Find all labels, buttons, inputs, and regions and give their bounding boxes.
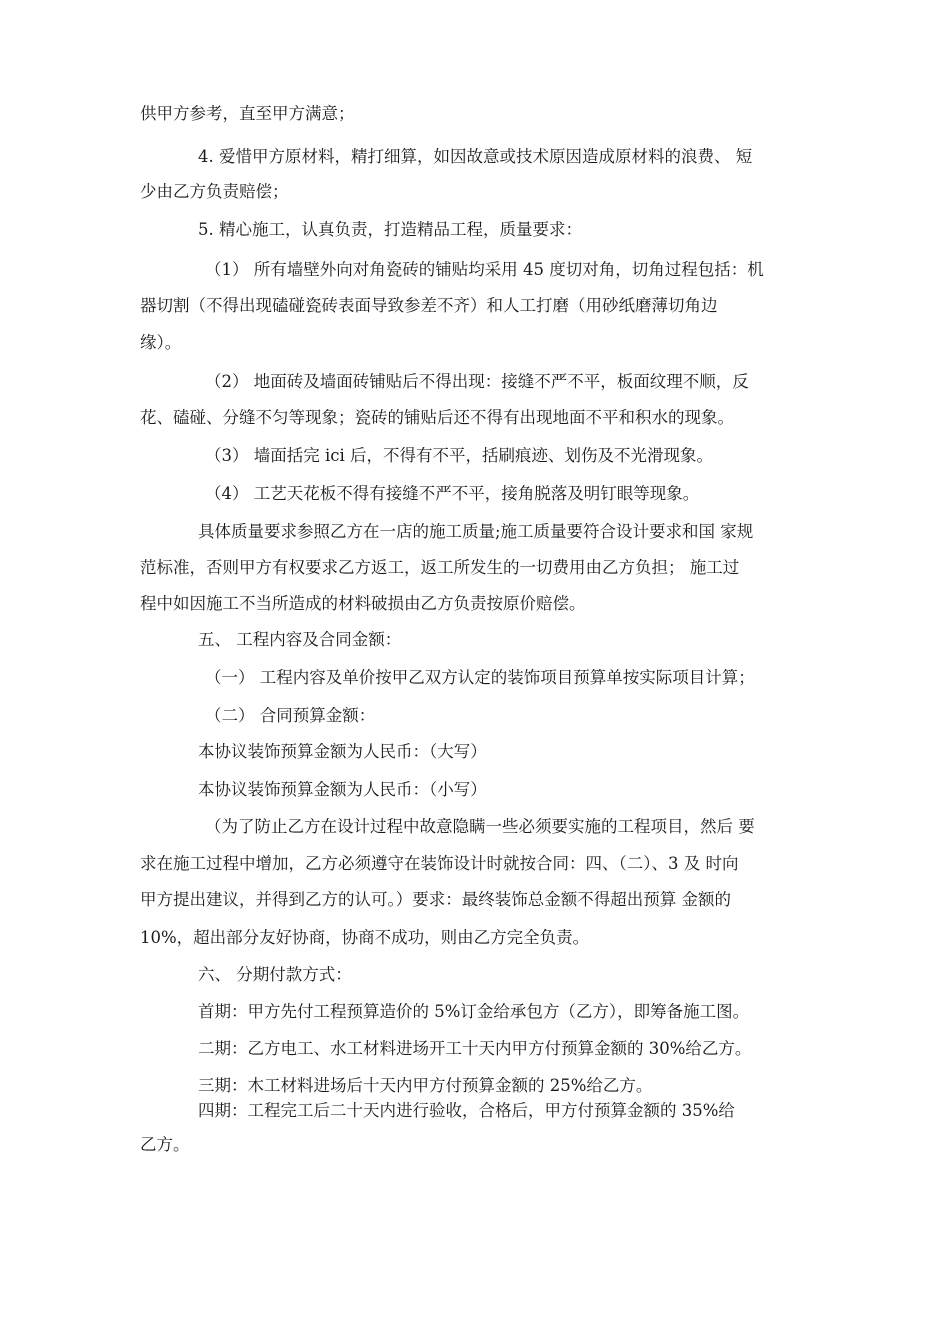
text-line: （1） 所有墙壁外向对角瓷砖的铺贴均采用 45 度切对角，切角过程包括：机 [205, 260, 764, 279]
text-line: （3） 墙面括完 ici 后，不得有不平，括刷痕迹、划伤及不光滑现象。 [205, 446, 714, 465]
text-line: 三期：木工材料进场后十天内甲方付预算金额的 25%给乙方。 [198, 1076, 653, 1095]
text-line: （为了防止乙方在设计过程中故意隐瞒一些必须要实施的工程项目，然后 要 [205, 817, 755, 836]
text-line: 具体质量要求参照乙方在一店的施工质量;施工质量要符合设计要求和国 家规 [198, 522, 754, 541]
section-heading: 六、 分期付款方式： [198, 965, 352, 984]
text-line: 器切割（不得出现磕碰瓷砖表面导致参差不齐）和人工打磨（用砂纸磨薄切角边 [140, 296, 718, 315]
text-line: 二期：乙方电工、水工材料进场开工十天内甲方付预算金额的 30%给乙方。 [198, 1039, 752, 1058]
text-line: 四期：工程完工后二十天内进行验收，合格后，甲方付预算金额的 35%给 [198, 1101, 735, 1120]
text-line: 供甲方参考，直至甲方满意； [140, 104, 355, 123]
text-line: 本协议装饰预算金额为人民币：（大写） [198, 742, 487, 761]
text-line: 5. 精心施工，认真负责，打造精品工程，质量要求： [198, 220, 582, 239]
text-line: （4） 工艺天花板不得有接缝不严不平，接角脱落及明钉眼等现象。 [205, 484, 700, 503]
text-line: 求在施工过程中增加，乙方必须遵守在装饰设计时就按合同：四、（二）、3 及 时向 [140, 854, 739, 873]
text-line: 甲方提出建议，并得到乙方的认可。）要求：最终装饰总金额不得超出预算 金额的 [140, 890, 731, 909]
text-line: 程中如因施工不当所造成的材料破损由乙方负责按原价赔偿。 [140, 594, 586, 613]
text-line: 首期：甲方先付工程预算造价的 5%订金给承包方（乙方），即筹备施工图。 [198, 1002, 750, 1021]
text-line: 少由乙方负责赔偿； [140, 182, 289, 201]
text-line: 范标准，否则甲方有权要求乙方返工，返工所发生的一切费用由乙方负担； 施工过 [140, 558, 740, 577]
text-line: 4. 爱惜甲方原材料，精打细算，如因故意或技术原因造成原材料的浪费、 短 [198, 147, 753, 166]
text-line: （2） 地面砖及墙面砖铺贴后不得出现：接缝不严不平，板面纹理不顺，反 [205, 372, 749, 391]
text-line: （二） 合同预算金额： [205, 706, 376, 725]
text-line: 花、磕碰、分缝不匀等现象；瓷砖的铺贴后还不得有出现地面不平和积水的现象。 [140, 408, 734, 427]
text-line: 缘）。 [140, 333, 182, 352]
section-heading: 五、 工程内容及合同金额： [198, 630, 402, 649]
text-line: （一） 工程内容及单价按甲乙双方认定的装饰项目预算单按实际项目计算； [205, 668, 755, 687]
text-line: 10%，超出部分友好协商，协商不成功，则由乙方完全负责。 [140, 928, 590, 947]
text-line: 本协议装饰预算金额为人民币：（小写） [198, 780, 487, 799]
text-line: 乙方。 [140, 1135, 190, 1154]
